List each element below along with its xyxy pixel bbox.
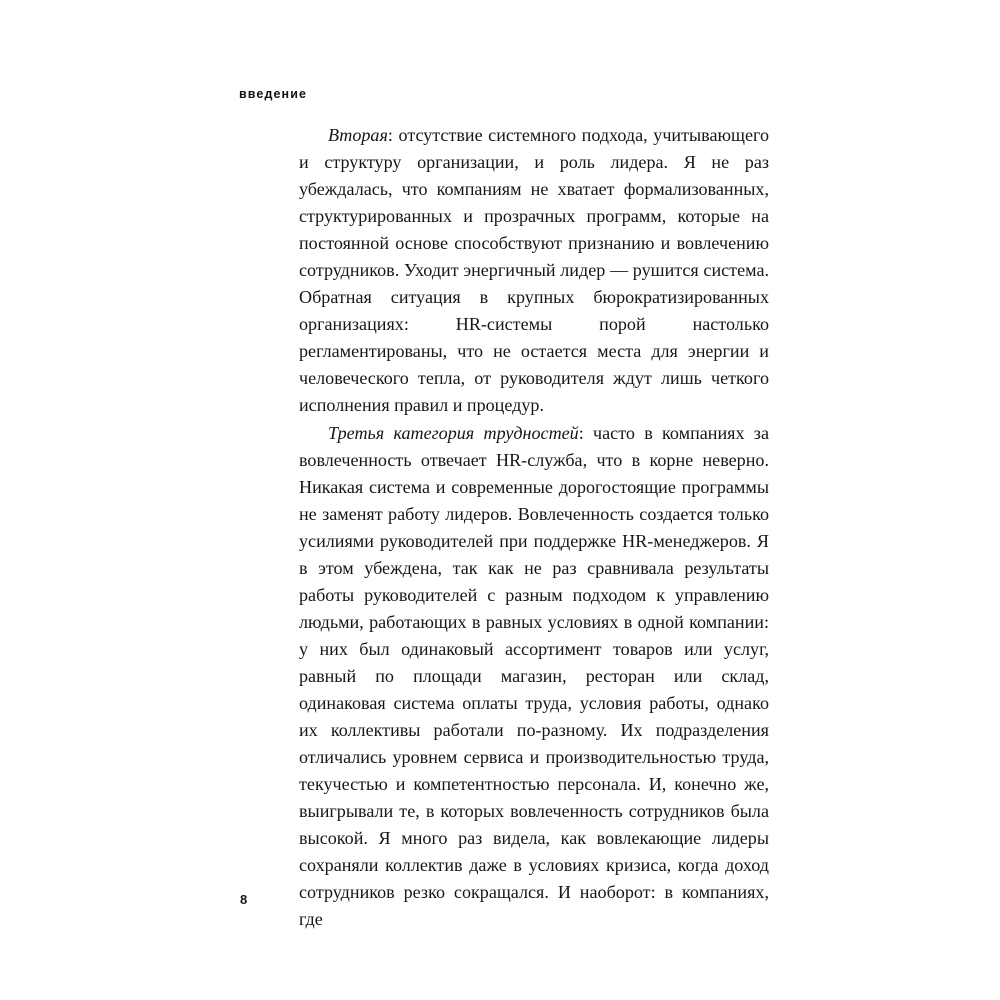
paragraph-lead-in: Третья категория трудностей xyxy=(328,422,579,443)
paragraph-body-text: : отсутствие системного подхода, учитывающего и структуру организации, и роль лидера. Я не раз убеждалась, что компаниям не хватает формализованных, структурированных и прозрачных программ, которые на постоянной основе способствуют признанию и вовлечению сотрудников. Уходит энергичный лидер — рушится система. Обратная ситуация в крупных бюрократизированных организациях: HR-системы порой настолько регламентированы, что не остается места для энергии и человеческого тепла, от руководителя ждут лишь четкого исполнения правил и процедур. xyxy=(299,125,769,416)
paragraph-third-category xyxy=(299,420,769,934)
paragraph-second-category xyxy=(299,122,769,420)
page-number: 8 xyxy=(240,892,248,907)
running-head: введение xyxy=(239,87,308,101)
paragraph-body-text: : часто в компаниях за вовлеченность отвечает HR-служба, что в корне неверно. Никакая система и современные дорогостоящие программы не заменят работу лидеров. Вовлеченность создается только усилиями руководителей при поддержке HR-менеджеров. Я в этом убеждена, так как не раз сравнивала результаты работы руководителей с разным подходом к управлению людьми, работающих в равных условиях в одной компании: у них был одинаковый ассортимент товаров или услуг, равный по площади магазин, ресторан или склад, одинаковая система оплаты труда, условия работы, однако их коллективы работали по-разному. Их подразделения отличались уровнем сервиса и производительностью труда, текучестью и компетентностью персонала. И, конечно же, выигрывали те, в которых вовлеченность сотрудников была высокой. Я много раз видела, как вовлекающие лидеры сохраняли коллектив даже в условиях кризиса, когда доход сотрудников резко сокращался. И наоборот: в компаниях, где xyxy=(299,422,769,930)
paragraph-lead-in: Вторая xyxy=(328,125,388,145)
text-column xyxy=(299,122,769,933)
